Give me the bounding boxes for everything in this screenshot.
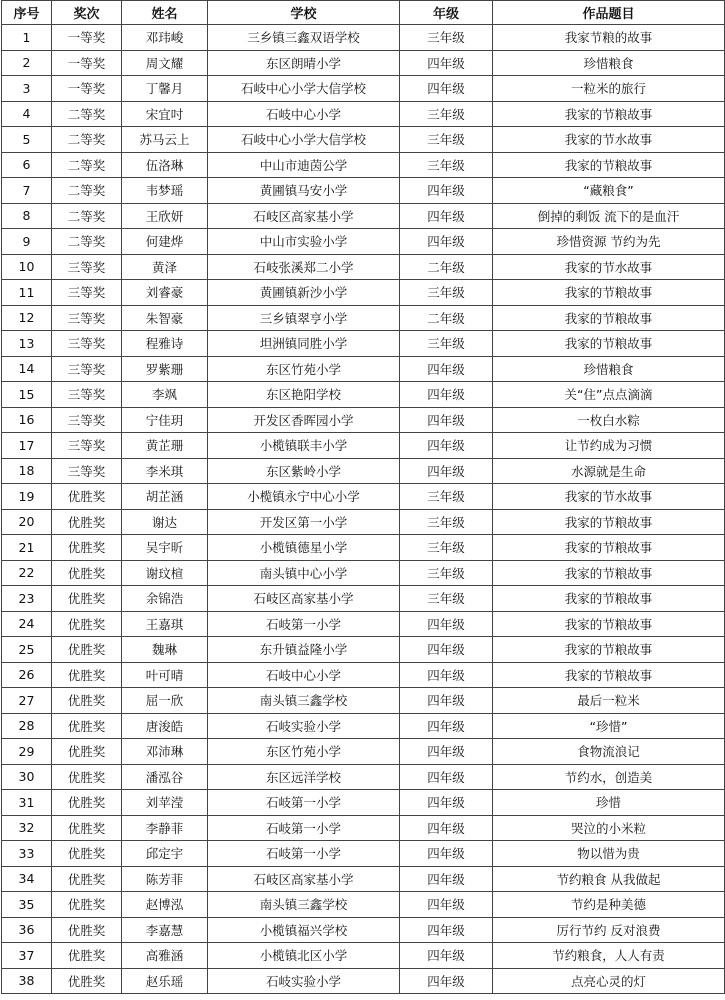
cell-award: 优胜奖 [52, 535, 122, 561]
table-row [2, 127, 725, 153]
cell-award: 优胜奖 [52, 815, 122, 841]
cell-school: 开发区第一小学 [208, 509, 400, 535]
cell-title: 最后一粒米 [493, 688, 725, 714]
cell-award: 三等奖 [52, 407, 122, 433]
cell-name: 韦梦瑶 [122, 178, 208, 204]
cell-award: 二等奖 [52, 178, 122, 204]
cell-title: 我家的节粮故事 [493, 280, 725, 306]
cell-title: 节约水，创造美 [493, 764, 725, 790]
cell-index: 35 [2, 892, 52, 918]
table-row [2, 254, 725, 280]
cell-grade: 三年级 [400, 152, 493, 178]
cell-name: 李静菲 [122, 815, 208, 841]
cell-name: 李嘉慧 [122, 917, 208, 943]
cell-school: 石岐第一小学 [208, 841, 400, 867]
cell-award: 三等奖 [52, 280, 122, 306]
cell-index: 14 [2, 356, 52, 382]
cell-award: 三等奖 [52, 356, 122, 382]
table-row [2, 892, 725, 918]
cell-name: 李飒 [122, 382, 208, 408]
cell-grade: 四年级 [400, 637, 493, 663]
cell-title: 我家的节水故事 [493, 127, 725, 153]
cell-name: 苏马云上 [122, 127, 208, 153]
cell-title: 哭泣的小米粒 [493, 815, 725, 841]
cell-award: 一等奖 [52, 25, 122, 51]
cell-index: 26 [2, 662, 52, 688]
cell-school: 东区竹苑小学 [208, 356, 400, 382]
cell-award: 优胜奖 [52, 509, 122, 535]
table-row [2, 76, 725, 102]
cell-award: 优胜奖 [52, 866, 122, 892]
cell-grade: 四年级 [400, 178, 493, 204]
cell-title: 我家节粮的故事 [493, 25, 725, 51]
cell-title: 我家的节粮故事 [493, 662, 725, 688]
cell-title: 点亮心灵的灯 [493, 968, 725, 994]
cell-title: 倒掉的剩饭 流下的是血汗 [493, 203, 725, 229]
cell-title: “藏粮食” [493, 178, 725, 204]
cell-index: 13 [2, 331, 52, 357]
cell-title: “珍惜” [493, 713, 725, 739]
cell-grade: 四年级 [400, 968, 493, 994]
cell-index: 19 [2, 484, 52, 510]
cell-grade: 四年级 [400, 943, 493, 969]
cell-title: 一粒米的旅行 [493, 76, 725, 102]
cell-award: 三等奖 [52, 254, 122, 280]
cell-grade: 三年级 [400, 509, 493, 535]
cell-school: 三乡镇翠亨小学 [208, 305, 400, 331]
table-row [2, 943, 725, 969]
table-row [2, 484, 725, 510]
table-row [2, 101, 725, 127]
cell-grade: 四年级 [400, 739, 493, 765]
cell-grade: 三年级 [400, 127, 493, 153]
cell-index: 18 [2, 458, 52, 484]
cell-index: 25 [2, 637, 52, 663]
table-row [2, 713, 725, 739]
cell-index: 32 [2, 815, 52, 841]
cell-award: 三等奖 [52, 433, 122, 459]
cell-school: 东区竹苑小学 [208, 739, 400, 765]
cell-school: 东区远洋学校 [208, 764, 400, 790]
cell-school: 石岐中心小学 [208, 101, 400, 127]
cell-name: 屈一欣 [122, 688, 208, 714]
cell-index: 3 [2, 76, 52, 102]
cell-school: 开发区香晖园小学 [208, 407, 400, 433]
cell-title: 一枚白水粽 [493, 407, 725, 433]
table-row [2, 280, 725, 306]
cell-index: 20 [2, 509, 52, 535]
table-row [2, 586, 725, 612]
cell-title: 我家的节粮故事 [493, 509, 725, 535]
cell-name: 潘泓谷 [122, 764, 208, 790]
cell-award: 一等奖 [52, 76, 122, 102]
table-row [2, 356, 725, 382]
cell-grade: 三年级 [400, 25, 493, 51]
table-row [2, 152, 725, 178]
cell-title: 我家的节粮故事 [493, 586, 725, 612]
cell-title: 我家的节粮故事 [493, 331, 725, 357]
cell-school: 小榄镇德星小学 [208, 535, 400, 561]
cell-name: 朱智豪 [122, 305, 208, 331]
cell-name: 谢达 [122, 509, 208, 535]
cell-index: 23 [2, 586, 52, 612]
cell-name: 赵博泓 [122, 892, 208, 918]
cell-index: 36 [2, 917, 52, 943]
cell-index: 21 [2, 535, 52, 561]
cell-index: 8 [2, 203, 52, 229]
cell-award: 优胜奖 [52, 484, 122, 510]
cell-award: 优胜奖 [52, 764, 122, 790]
cell-index: 2 [2, 50, 52, 76]
cell-title: 我家的节粮故事 [493, 560, 725, 586]
cell-title: 让节约成为习惯 [493, 433, 725, 459]
table-row [2, 815, 725, 841]
table-row [2, 178, 725, 204]
header-index: 序号 [2, 1, 52, 25]
cell-grade: 四年级 [400, 790, 493, 816]
cell-grade: 四年级 [400, 815, 493, 841]
cell-school: 石岐区高家基小学 [208, 866, 400, 892]
cell-title: 物以惜为贵 [493, 841, 725, 867]
cell-award: 优胜奖 [52, 713, 122, 739]
cell-name: 黄芷珊 [122, 433, 208, 459]
cell-grade: 四年级 [400, 356, 493, 382]
cell-school: 东升镇益隆小学 [208, 637, 400, 663]
cell-award: 优胜奖 [52, 560, 122, 586]
cell-title: 珍惜粮食 [493, 50, 725, 76]
cell-award: 三等奖 [52, 305, 122, 331]
cell-award: 优胜奖 [52, 968, 122, 994]
cell-grade: 四年级 [400, 50, 493, 76]
table-row [2, 790, 725, 816]
cell-grade: 二年级 [400, 254, 493, 280]
cell-grade: 四年级 [400, 382, 493, 408]
table-row [2, 203, 725, 229]
cell-award: 二等奖 [52, 127, 122, 153]
cell-school: 石岐实验小学 [208, 968, 400, 994]
table-row [2, 764, 725, 790]
cell-school: 坦洲镇同胜小学 [208, 331, 400, 357]
cell-name: 叶可晴 [122, 662, 208, 688]
cell-index: 22 [2, 560, 52, 586]
cell-index: 7 [2, 178, 52, 204]
cell-index: 38 [2, 968, 52, 994]
table-row [2, 407, 725, 433]
cell-grade: 三年级 [400, 586, 493, 612]
cell-index: 33 [2, 841, 52, 867]
cell-school: 石岐第一小学 [208, 790, 400, 816]
cell-school: 石岐区高家基小学 [208, 586, 400, 612]
table-row [2, 458, 725, 484]
cell-school: 石岐中心小学 [208, 662, 400, 688]
cell-name: 陈芳菲 [122, 866, 208, 892]
cell-name: 宋宜吋 [122, 101, 208, 127]
cell-grade: 四年级 [400, 611, 493, 637]
cell-name: 罗紫珊 [122, 356, 208, 382]
cell-grade: 四年级 [400, 764, 493, 790]
cell-school: 东区朗晴小学 [208, 50, 400, 76]
cell-title: 水源就是生命 [493, 458, 725, 484]
cell-award: 优胜奖 [52, 790, 122, 816]
table-row [2, 229, 725, 255]
awards-table [1, 0, 725, 994]
cell-name: 高雅涵 [122, 943, 208, 969]
table-row [2, 433, 725, 459]
cell-award: 三等奖 [52, 331, 122, 357]
cell-title: 节约粮食，人人有责 [493, 943, 725, 969]
table-row [2, 560, 725, 586]
cell-school: 石岐实验小学 [208, 713, 400, 739]
cell-grade: 二年级 [400, 305, 493, 331]
cell-grade: 四年级 [400, 892, 493, 918]
table-row [2, 611, 725, 637]
cell-school: 三乡镇三鑫双语学校 [208, 25, 400, 51]
table-row [2, 739, 725, 765]
cell-index: 29 [2, 739, 52, 765]
table-row [2, 50, 725, 76]
cell-name: 程雅诗 [122, 331, 208, 357]
cell-award: 一等奖 [52, 50, 122, 76]
cell-name: 何建烨 [122, 229, 208, 255]
cell-award: 三等奖 [52, 458, 122, 484]
cell-school: 小榄镇福兴学校 [208, 917, 400, 943]
cell-name: 赵乐瑶 [122, 968, 208, 994]
cell-title: 我家的节水故事 [493, 484, 725, 510]
cell-grade: 四年级 [400, 866, 493, 892]
cell-grade: 三年级 [400, 280, 493, 306]
cell-award: 优胜奖 [52, 586, 122, 612]
cell-name: 吴宇昕 [122, 535, 208, 561]
cell-index: 16 [2, 407, 52, 433]
cell-award: 优胜奖 [52, 611, 122, 637]
cell-name: 胡芷涵 [122, 484, 208, 510]
cell-award: 优胜奖 [52, 917, 122, 943]
header-school: 学校 [208, 1, 400, 25]
cell-index: 15 [2, 382, 52, 408]
cell-title: 节约粮食 从我做起 [493, 866, 725, 892]
cell-index: 4 [2, 101, 52, 127]
cell-name: 邓玮峻 [122, 25, 208, 51]
cell-index: 11 [2, 280, 52, 306]
cell-title: 珍惜资源 节约为先 [493, 229, 725, 255]
table-row [2, 509, 725, 535]
cell-grade: 四年级 [400, 76, 493, 102]
cell-name: 宁佳玥 [122, 407, 208, 433]
cell-school: 石岐第一小学 [208, 611, 400, 637]
cell-award: 优胜奖 [52, 739, 122, 765]
cell-award: 三等奖 [52, 382, 122, 408]
cell-award: 优胜奖 [52, 841, 122, 867]
cell-school: 东区艳阳学校 [208, 382, 400, 408]
table-row [2, 331, 725, 357]
cell-grade: 三年级 [400, 535, 493, 561]
cell-name: 周文耀 [122, 50, 208, 76]
cell-title: 我家的节粮故事 [493, 305, 725, 331]
cell-index: 24 [2, 611, 52, 637]
cell-name: 伍洛琳 [122, 152, 208, 178]
cell-school: 黄圃镇马安小学 [208, 178, 400, 204]
cell-grade: 四年级 [400, 229, 493, 255]
cell-name: 黄泽 [122, 254, 208, 280]
cell-school: 黄圃镇新沙小学 [208, 280, 400, 306]
header-name: 姓名 [122, 1, 208, 25]
cell-award: 二等奖 [52, 101, 122, 127]
table-body [2, 25, 725, 994]
cell-title: 厉行节约 反对浪费 [493, 917, 725, 943]
cell-grade: 四年级 [400, 662, 493, 688]
cell-school: 南头镇三鑫学校 [208, 892, 400, 918]
cell-index: 9 [2, 229, 52, 255]
cell-index: 12 [2, 305, 52, 331]
cell-grade: 四年级 [400, 688, 493, 714]
cell-name: 谢玟楦 [122, 560, 208, 586]
cell-school: 石岐区高家基小学 [208, 203, 400, 229]
cell-school: 石岐张溪郑二小学 [208, 254, 400, 280]
cell-school: 石岐中心小学大信学校 [208, 76, 400, 102]
cell-name: 李米琪 [122, 458, 208, 484]
table-row [2, 535, 725, 561]
cell-title: 我家的节粮故事 [493, 101, 725, 127]
cell-school: 东区紫岭小学 [208, 458, 400, 484]
cell-name: 唐浚皓 [122, 713, 208, 739]
cell-school: 石岐中心小学大信学校 [208, 127, 400, 153]
table-row [2, 662, 725, 688]
cell-award: 二等奖 [52, 152, 122, 178]
table-row [2, 841, 725, 867]
cell-grade: 三年级 [400, 484, 493, 510]
cell-award: 优胜奖 [52, 637, 122, 663]
cell-title: 珍惜粮食 [493, 356, 725, 382]
cell-school: 南头镇中心小学 [208, 560, 400, 586]
cell-award: 优胜奖 [52, 688, 122, 714]
cell-index: 10 [2, 254, 52, 280]
table-row [2, 968, 725, 994]
cell-school: 小榄镇北区小学 [208, 943, 400, 969]
cell-grade: 四年级 [400, 433, 493, 459]
cell-name: 魏琳 [122, 637, 208, 663]
cell-award: 优胜奖 [52, 943, 122, 969]
cell-name: 邓沛琳 [122, 739, 208, 765]
cell-award: 优胜奖 [52, 662, 122, 688]
cell-index: 5 [2, 127, 52, 153]
cell-school: 中山市迪茵公学 [208, 152, 400, 178]
header-row [2, 1, 725, 25]
cell-title: 我家的节水故事 [493, 254, 725, 280]
cell-grade: 四年级 [400, 203, 493, 229]
table-row [2, 917, 725, 943]
cell-award: 优胜奖 [52, 892, 122, 918]
header-title: 作品题目 [493, 1, 725, 25]
header-award: 奖次 [52, 1, 122, 25]
header-grade: 年级 [400, 1, 493, 25]
cell-school: 中山市实验小学 [208, 229, 400, 255]
cell-title: 我家的节粮故事 [493, 611, 725, 637]
table-row [2, 637, 725, 663]
cell-name: 丁馨月 [122, 76, 208, 102]
cell-name: 刘睿豪 [122, 280, 208, 306]
cell-award: 二等奖 [52, 203, 122, 229]
cell-grade: 四年级 [400, 407, 493, 433]
table-row [2, 305, 725, 331]
table-row [2, 866, 725, 892]
cell-grade: 四年级 [400, 713, 493, 739]
cell-name: 刘苹滢 [122, 790, 208, 816]
cell-index: 30 [2, 764, 52, 790]
cell-index: 34 [2, 866, 52, 892]
cell-grade: 四年级 [400, 458, 493, 484]
cell-title: 节约是种美德 [493, 892, 725, 918]
cell-school: 石岐第一小学 [208, 815, 400, 841]
cell-grade: 三年级 [400, 560, 493, 586]
cell-name: 邱定宇 [122, 841, 208, 867]
cell-name: 王嘉琪 [122, 611, 208, 637]
cell-school: 小榄镇联丰小学 [208, 433, 400, 459]
cell-index: 28 [2, 713, 52, 739]
cell-grade: 四年级 [400, 917, 493, 943]
table-row [2, 25, 725, 51]
cell-grade: 四年级 [400, 841, 493, 867]
cell-school: 南头镇三鑫学校 [208, 688, 400, 714]
cell-title: 我家的节粮故事 [493, 535, 725, 561]
cell-title: 我家的节粮故事 [493, 637, 725, 663]
cell-name: 余锦浩 [122, 586, 208, 612]
table-row [2, 382, 725, 408]
cell-title: 食物流浪记 [493, 739, 725, 765]
table-row [2, 688, 725, 714]
cell-title: 珍惜 [493, 790, 725, 816]
cell-index: 1 [2, 25, 52, 51]
cell-grade: 三年级 [400, 101, 493, 127]
cell-school: 小榄镇永宁中心小学 [208, 484, 400, 510]
cell-index: 17 [2, 433, 52, 459]
cell-title: 关“住”点点滴滴 [493, 382, 725, 408]
cell-index: 6 [2, 152, 52, 178]
cell-name: 王欣妍 [122, 203, 208, 229]
cell-grade: 三年级 [400, 331, 493, 357]
cell-index: 37 [2, 943, 52, 969]
cell-index: 31 [2, 790, 52, 816]
cell-award: 二等奖 [52, 229, 122, 255]
cell-index: 27 [2, 688, 52, 714]
cell-title: 我家的节粮故事 [493, 152, 725, 178]
